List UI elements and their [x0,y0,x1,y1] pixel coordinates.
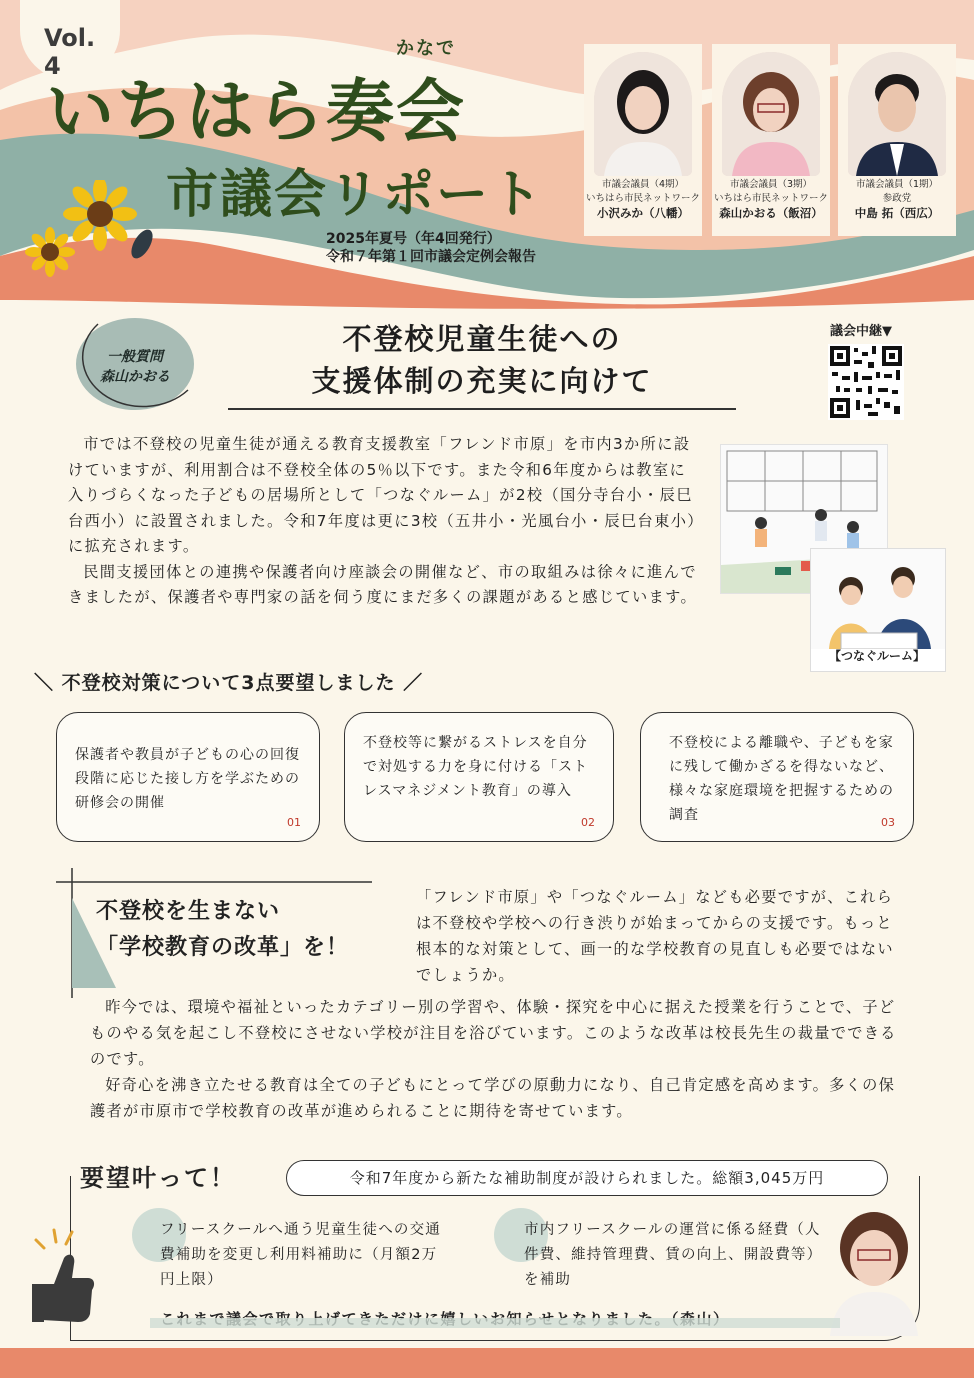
member-term: 市議会議員（3期） [729,179,813,190]
volume-label: Vol. 4 [44,24,96,80]
member-info [712,178,830,222]
member-info [584,178,702,222]
slash-icon: ＼ [34,672,55,694]
sunflower-icon [18,180,158,280]
subsidy-item-2: 市内フリースクールの運営に係る経費（人件費、維持管理費、賃の向上、開設費等）を補助 [524,1222,823,1288]
request-text: 不登校等に繋がるストレスを自分で対処する力を身に付ける「ストレスマネジメント教育」の導入 [363,735,588,799]
issue-line-2: 令和７年第１回市議会定例会報告 [326,249,536,265]
result-summary: 令和7年度から新たな補助制度が設けられました。総額3,045万円 [286,1160,888,1196]
badge-label: 一般質問 [107,349,163,365]
issue-line-1: 2025年夏号（年4回発行） [326,231,501,247]
member-group: 参政党 [882,193,912,204]
request-number: 03 [881,816,895,829]
requests-heading-text: 不登校対策について3点要望しました [61,672,396,694]
headline-underline [228,408,736,410]
paragraph: 「フレンド市原」や「つなぐルーム」なども必要ですが、これらは不登校や学校への行き渋りが始まってからの支援です。もっと根本的な対策として、画一的な学校教育の見直しも必要ではないでしょうか。 [416,888,894,984]
member-term: 市議会議員（4期） [601,179,685,190]
member-group: いちはら市民ネットワーク [585,193,700,204]
result-heading: 要望叶って！ [80,1164,236,1192]
article-headline [232,318,732,402]
paragraph: 民間支援団体との連携や保護者向け座談会の開催など、市の取組みは徐々に進んできましたが、保護者や専門家の話を伺う度にまだ多くの課題があると感じています。 [68,562,698,606]
member-info [838,178,956,222]
slash-icon: ／ [403,672,424,694]
badge-ring [70,312,200,416]
issue-info [326,230,536,266]
qr-code[interactable] [828,344,904,420]
newsletter-title: いちはら奏会 [46,73,467,152]
note-underline [150,1316,840,1332]
request-text: 保護者や教員が子どもの心の回復段階に応じた接し方を学ぶための研修会の開催 [75,747,300,811]
request-text: 不登校による離職や、子どもを家に残して働かざるを得ないなど、様々な家庭環境を把握するための調査 [669,735,894,823]
member-term: 市議会議員（1期） [855,179,939,190]
subsidy-item-1: フリースクールへ通う児童生徒への交通費補助を変更し利用料補助に（月額2万円上限） [160,1222,442,1288]
paragraph: 好奇心を沸き立たせる教育は全ての子どもにとって学びの原動力になり、自己肯定感を高めます。多くの保護者が市原市で学校教育の改革が進められることに期待を寄せています。 [90,1076,896,1120]
member-card-ozawa [584,44,702,236]
article2-intro [416,884,906,988]
request-number: 02 [581,816,595,829]
member-photo [848,52,946,176]
headline-line-2: 「学校教育の改革」を！ [96,935,350,960]
moriyama-portrait [824,1196,924,1336]
paragraph: 市では不登校の児童生徒が通える教育支援教室「フレンド市原」を市内3か所に設けていますが、利用割合は不登校全体の5％以下です。また令和6年度からは教室に入りづらくなった子どもの居場所として「つなぐルーム」が2校（国分寺台小・辰巳台西小）に設置されました。令和7年度は更に3校（五井小・光風台小・辰巳台東小）に拡充されます。 [68,435,697,555]
member-photo [594,52,692,176]
member-card-moriyama [712,44,830,236]
paragraph: 昨今では、環境や福祉といったカテゴリー別の学習や、体験・探究を中心に据えた授業を行うことで、子どものやる気を起こし不登校にさせない学校が注目を浴びています。このような改革は校長先生の裁量でできるのです。 [90,998,897,1068]
article1-body [68,432,700,611]
member-card-nakajima [838,44,956,236]
newsletter-subtitle: 市議会リポート [166,165,545,225]
badge-author: 森山かおる [100,369,170,385]
article2-body [90,994,906,1124]
footer-bar [0,1348,974,1378]
illustration-caption: 【つなぐルーム】 [828,649,925,663]
request-number: 01 [287,816,301,829]
request-card-2 [344,712,614,842]
request-card-3 [640,712,914,842]
article2-headline [96,894,349,966]
thumbs-up-icon [28,1224,98,1324]
requests-heading [34,668,423,695]
headline-line-1: 不登校を生まない [96,899,281,924]
headline-line-1: 不登校児童生徒への [342,322,622,356]
request-card-1 [56,712,320,842]
qr-label: 議会中継▼ [830,324,892,339]
member-group: いちはら市民ネットワーク [713,193,828,204]
headline-line-2: 支援体制の充実に向けて [311,364,653,398]
member-name: 森山かおる（飯沼） [719,206,823,220]
member-photo [722,52,820,176]
title-ruby: かなで [396,38,456,59]
member-name: 小沢みか（八幡） [597,206,689,220]
member-name: 中島 拓（西広） [854,206,940,220]
